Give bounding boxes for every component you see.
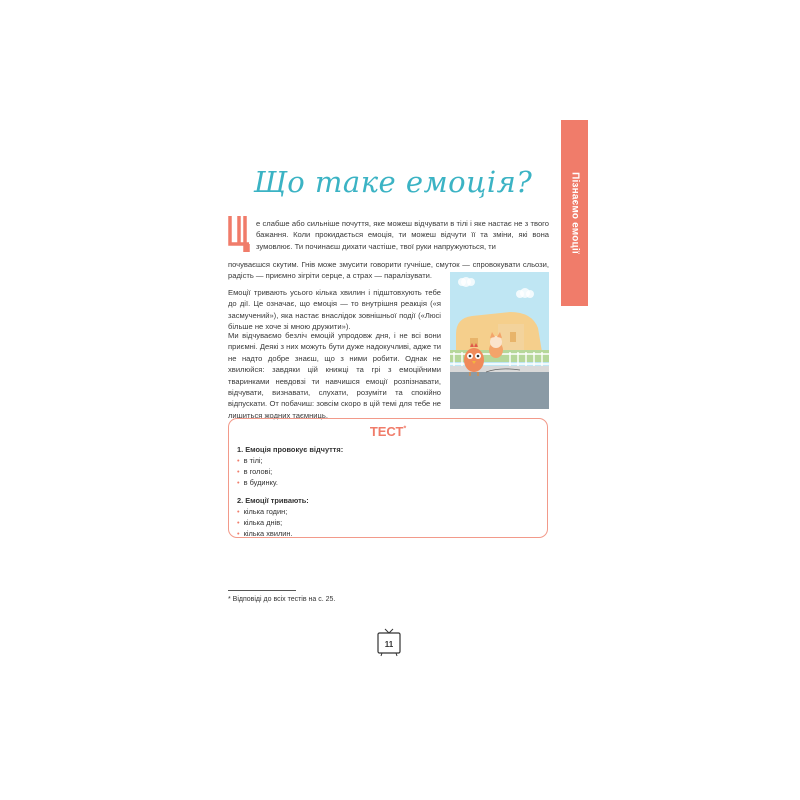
test-title: [229, 424, 547, 439]
bullet-dot-icon: •: [237, 507, 240, 516]
page-title: Що таке емоція?: [253, 165, 533, 199]
footnote-divider: [228, 590, 296, 591]
illustration-image: [450, 272, 549, 409]
paragraph-2: Емоції тривають усього кілька хвилин і підштовхують тебе до дії. Це означає, що емоція — то внутрішня реакція («я засмучений»), яка настає внаслідок зовнішньої події («Люсі більше не хоче зі мною дружити»).: [228, 288, 441, 332]
bullet-dot-icon: •: [237, 529, 240, 538]
page-number-badge: [377, 628, 401, 658]
bullet-dot-icon: •: [237, 467, 240, 476]
test-option: [237, 507, 287, 516]
test-box: [228, 418, 548, 538]
footnote: * Відповіді до всіх тестів на с. 25.: [228, 596, 336, 603]
test-option: [237, 478, 278, 487]
test-option-label: в тілі;: [243, 456, 263, 465]
test-question-2: 2. Емоції тривають:: [237, 496, 309, 505]
test-title-text: ТЕСТ: [369, 424, 404, 439]
street-illustration: [450, 272, 549, 409]
test-option: [237, 467, 272, 476]
test-title-mark: *: [403, 425, 407, 433]
paragraph-3: Ми відчуваємо безліч емоцій упродовж дня, і не всі вони приємні. Деякі з них можуть бути дуже надокучливі, адже ти не надто добре знаєш, що з ними робити. Однак не хвилюйся: завдяки цій книжці та грі з емоційними тваринками невдовзі ти навчишся емоції розпізнавати, відчувати, визнавати, слухати, розуміти та спокійно відпускати. От побачиш: зовсім скоро в цій темі для тебе не лишиться жодних таємниць.: [228, 331, 441, 420]
paragraph-1-rest: почуваєшся скутим. Гнів може змусити говорити гучніше, смуток — спровокувати сльози, радість — приємно зігріти серце, а страх — паралізувати.: [228, 260, 549, 281]
test-option-label: в будинку.: [243, 478, 278, 487]
test-question-1: 1. Емоція провокує відчуття:: [237, 445, 344, 454]
page-number: 11: [384, 640, 394, 649]
test-option-label: в голові;: [243, 467, 273, 476]
test-option: [237, 456, 263, 465]
test-option-label: кілька днів;: [243, 518, 283, 527]
drop-cap: [228, 214, 250, 252]
drop-cap-letter: Ц: [228, 214, 229, 215]
section-side-tab: [561, 120, 588, 306]
section-tab-label: Пізнаємо емоції: [569, 172, 580, 254]
test-option-label: кілька хвилин.: [243, 529, 293, 538]
test-option-label: кілька годин;: [243, 507, 288, 516]
bullet-dot-icon: •: [237, 478, 240, 487]
bullet-dot-icon: •: [237, 518, 240, 527]
paragraph-1-first: е слабше або сильніше почуття, яке можеш відчувати в тілі і яке настає не з твого бажання. Коли прокидається емоція, ти можеш відчути її та зміни, які вона зумовлює. Ти починаєш дихати частіше, твої руки напружуються, ти: [256, 219, 549, 251]
test-option: [237, 529, 293, 538]
test-option: [237, 518, 282, 527]
bullet-dot-icon: •: [237, 456, 240, 465]
